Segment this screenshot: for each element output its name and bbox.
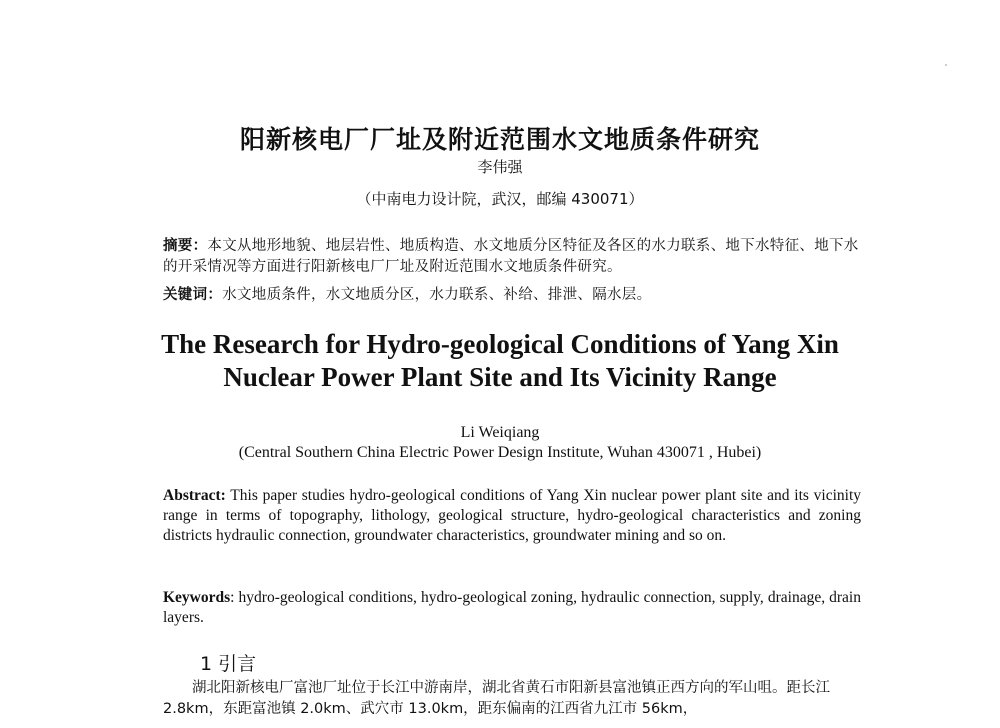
- chinese-keywords: [163, 285, 863, 306]
- scan-speck: [945, 64, 947, 66]
- english-title: [0, 328, 1000, 394]
- chinese-abstract: [163, 236, 863, 278]
- english-abstract: [163, 486, 861, 546]
- chinese-abstract-text: 本文从地形地貌、地层岩性、地质构造、水文地质分区特征及各区的水力联系、地下水特征、地下水的开采情况等方面进行阳新核电厂厂址及附近范围水文地质条件研究。: [163, 238, 859, 275]
- section-1-paragraph: 湖北阳新核电厂富池厂址位于长江中游南岸，湖北省黄石市阳新县富池镇正西方向的军山咀。距长江 2.8km，东距富池镇 2.0km、武穴市 13.0km，距东偏南的江西省九江市 56km，: [163, 680, 830, 717]
- chinese-title: 阳新核电厂厂址及附近范围水文地质条件研究: [239, 125, 760, 154]
- chinese-affiliation: （中南电力设计院，武汉，邮编 430071）: [356, 190, 644, 208]
- section-1-heading: 1 引言: [200, 653, 257, 675]
- chinese-abstract-label: 摘要：: [163, 238, 208, 254]
- english-keywords: [163, 588, 861, 628]
- english-abstract-text: This paper studies hydro-geological conditions of Yang Xin nuclear power plant site and its vicinity range in terms of topography, lithology, geological structure, hydro-geological characteristics and zoning districts hydraulic connection, groundwater characteristics, groundwater mining and so on.: [163, 487, 861, 544]
- english-title-line-1: The Research for Hydro-geological Conditions of Yang Xin: [161, 329, 839, 359]
- chinese-keywords-label: 关键词：: [163, 287, 223, 303]
- english-abstract-label: Abstract:: [163, 487, 226, 504]
- english-author: Li Weiqiang: [460, 424, 540, 441]
- english-title-line-2: Nuclear Power Plant Site and Its Vicinity Range: [223, 362, 777, 392]
- english-keywords-text: : hydro-geological conditions, hydro-geological zoning, hydraulic connection, supply, drainage, drain layers.: [163, 589, 861, 626]
- chinese-keywords-text: 水文地质条件，水文地质分区，水力联系、补给、排泄、隔水层。: [222, 287, 652, 303]
- english-keywords-label: Keywords: [163, 589, 231, 606]
- chinese-author: 李伟强: [477, 158, 523, 176]
- english-affiliation: (Central Southern China Electric Power Design Institute, Wuhan 430071 , Hubei): [238, 444, 762, 461]
